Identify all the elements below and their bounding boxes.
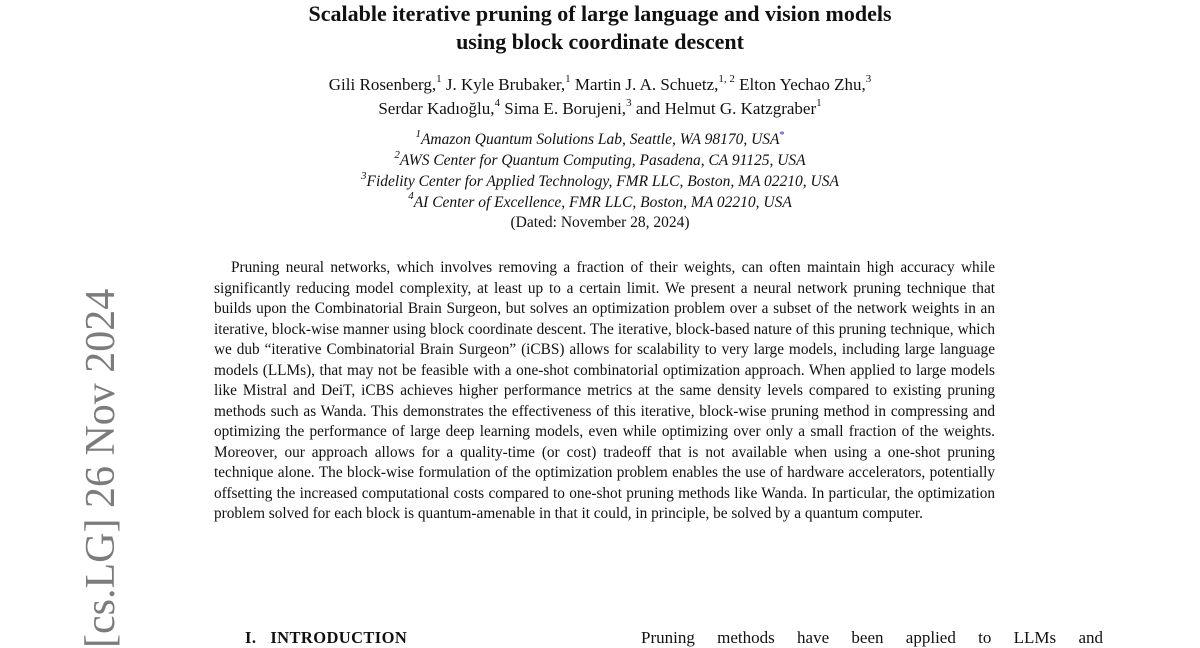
paper-title <box>180 0 1020 56</box>
affiliation-text: AWS Center for Quantum Computing, Pasadena, CA 91125, USA <box>399 151 806 169</box>
author-affiliation-mark: 3 <box>626 97 632 110</box>
author-affiliation-mark: 1 <box>816 97 822 110</box>
author-list <box>180 73 1020 121</box>
affiliation-item <box>180 169 1020 193</box>
author-affiliation-mark: 3 <box>865 73 872 86</box>
author-name: J. Kyle Brubaker, <box>445 75 566 94</box>
right-column-first-line: Pruning methods have been applied to LLMs and <box>641 628 1103 647</box>
affiliation-item <box>180 126 1020 151</box>
arxiv-side-stamp <box>18 288 124 648</box>
date-line: (Dated: November 28, 2024) <box>510 214 690 232</box>
affiliation-number: 4 <box>408 190 414 203</box>
affiliation-number: 3 <box>361 169 367 182</box>
arxiv-stamp-text: [cs.LG] 26 Nov 2024 <box>78 288 124 648</box>
author-name: Serdar Kadıoğlu, <box>378 99 495 118</box>
section-title: INTRODUCTION <box>270 628 408 647</box>
affiliation-number: 1 <box>415 128 421 140</box>
section-number: I. <box>245 628 257 647</box>
section-heading-introduction <box>245 628 407 648</box>
affiliation-text: Amazon Quantum Solutions Lab, Seattle, WA 98170, USA <box>420 131 780 149</box>
affiliation-item <box>180 190 1020 214</box>
author-line-2 <box>180 97 1020 121</box>
affiliation-text: Fidelity Center for Applied Technology, FMR LLC, Boston, MA 02210, USA <box>366 172 839 190</box>
affiliation-text: AI Center of Excellence, FMR LLC, Boston, MA 02210, USA <box>413 193 792 211</box>
author-affiliation-mark: 4 <box>494 97 500 110</box>
author-affiliation-mark: 1 <box>436 73 442 86</box>
author-name: Gili Rosenberg, <box>328 75 437 94</box>
affiliation-number: 2 <box>394 148 400 161</box>
title-line-1: Scalable iterative pruning of large language and vision models <box>308 1 892 26</box>
author-name: Elton Yechao Zhu, <box>739 75 866 94</box>
affiliation-item <box>180 148 1020 172</box>
author-line-1 <box>180 73 1020 97</box>
author-name: Sima E. Borujeni, <box>504 99 627 118</box>
author-name: and Helmut G. Katzgraber <box>635 99 817 118</box>
author-affiliation-mark: 1 <box>565 73 571 86</box>
author-affiliation-mark: 1, 2 <box>718 73 735 86</box>
abstract-paragraph: Pruning neural networks, which involves removing a fraction of their weights, can often maintain high accuracy while significantly reducing model complexity, at least up to a certain limit. We present a neural network pruning technique that builds upon the Combinatorial Brain Surgeon, but solves an optimization problem over a subset of the network weights in an iterative, block-wise manner using block coordinate descent. The iterative, block-based nature of this pruning technique, which we dub “iterative Combinatorial Brain Surgeon” (iCBS) allows for scalability to very large models, including large language models (LLMs), that may not be feasible with a one-shot combinatorial optimization approach. When applied to large models like Mistral and DeiT, iCBS achieves higher performance metrics at the same density levels compared to existing pruning methods such as Wanda. This demonstrates the effectiveness of this iterative, block-wise pruning method in compressing and optimizing the performance of large deep learning models, even while optimizing over only a small fraction of the weights. Moreover, our approach allows for a quality-time (or cost) tradeoff that is not available when using a one-shot pruning technique alone. The block-wise formulation of the optimization problem enables the use of hardware accelerators, potentially offsetting the increased computational costs compared to one-shot pruning methods like Wanda. In particular, the optimization problem solved for each block is quantum-amenable in that it could, in principle, be solved by a quantum computer. <box>214 259 995 523</box>
footnote-mark-link[interactable]: * <box>779 130 785 141</box>
affiliation-list <box>180 126 1020 234</box>
author-name: Martin J. A. Schuetz, <box>574 75 719 94</box>
title-line-2: using block coordinate descent <box>456 29 744 54</box>
